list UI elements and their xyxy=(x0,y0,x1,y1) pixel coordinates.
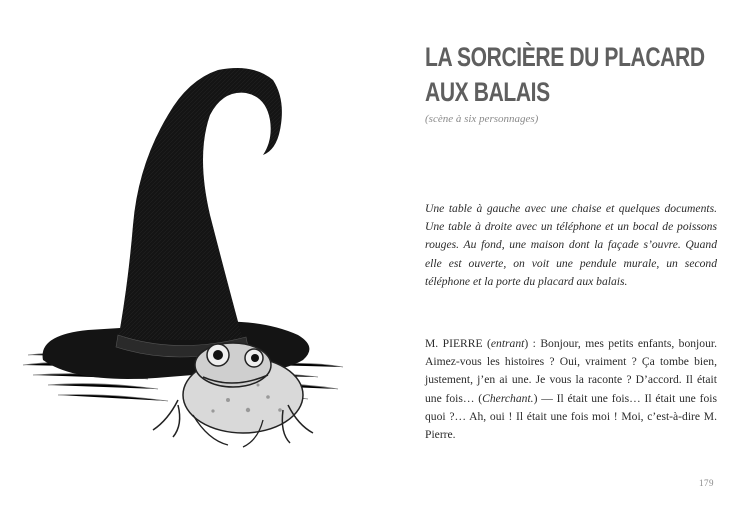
stage-directions: Une table à gauche avec une chaise et quelques documents. Une table à droite avec un téléphone et un bocal de poissons rouges. Au fond, une maison dont la façade s’ouvre. Quand elle est ouverte, on voit une pendule murale, un second téléphone et la porte du placard aux balais. xyxy=(425,202,717,288)
title-line-2: AUX BALAIS xyxy=(425,77,550,107)
direction-close: ) : xyxy=(524,337,541,350)
direction-open: ( xyxy=(482,337,491,350)
page-number: 179 xyxy=(699,478,714,488)
speaker-name: M. PIERRE xyxy=(425,337,483,350)
title-line-1: LA SORCIÈRE DU PLACARD xyxy=(425,42,705,72)
page-title xyxy=(425,40,705,110)
witch-hat-toad-illustration xyxy=(18,55,348,455)
title-block xyxy=(425,40,717,125)
speaker-direction: entrant xyxy=(490,337,525,350)
dialogue-paragraph xyxy=(425,335,717,444)
dialogue-text-2: ) — Il était une fois… Il était une fois quoi ?… Ah, oui ! Il était une fois moi ! Moi, c’est-à-dire M. Pierre. xyxy=(425,391,717,442)
dialogue-text-1: Bonjour, mes petits enfants, bonjour. Aimez-vous les histoires ? Oui, vraiment ? Ça tombe bien, justement, j’en ai une. Je vous la raconte ? D’accord. Il était une fois… ( xyxy=(425,337,717,405)
inline-direction: Cherchant. xyxy=(482,391,534,405)
subtitle: (scène à six personnages) xyxy=(425,113,539,125)
